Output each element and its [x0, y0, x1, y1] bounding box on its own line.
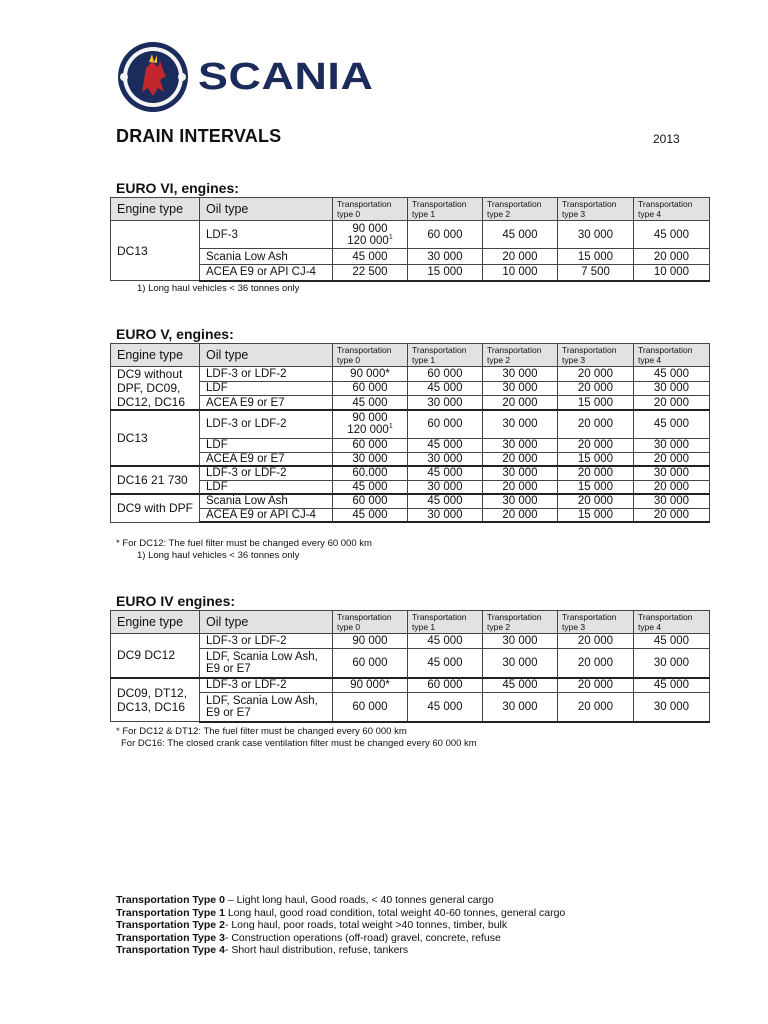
interval-cell: 60 000 — [333, 494, 408, 508]
header-row — [111, 611, 710, 634]
interval-cell: 45 000 — [408, 494, 483, 508]
euro5-note-fuel: * For DC12: The fuel filter must be changed every 60 000 km — [116, 538, 372, 549]
interval-cell: 30 000 — [634, 381, 710, 396]
interval-cell: 20 000 — [558, 649, 634, 678]
transport-type-1-header: Transportation type 1 — [408, 611, 483, 634]
brand-logo — [116, 40, 374, 114]
transport-type-4-header: Transportation type 4 — [634, 198, 710, 221]
transport-type-3-header: Transportation type 3 — [558, 198, 634, 221]
interval-cell: 30 000 — [483, 438, 558, 452]
oil-type-header: Oil type — [200, 344, 333, 367]
oil-type-cell: LDF — [200, 381, 333, 396]
header-row — [111, 198, 710, 221]
page-year: 2013 — [653, 132, 680, 146]
interval-cell: 60 000 — [333, 693, 408, 722]
legend-item-type1: Transportation Type 1 Long haul, good road condition, total weight 40-60 tonnes, general cargo — [116, 906, 566, 919]
oil-type-cell: ACEA E9 or API CJ-4 — [200, 508, 333, 522]
interval-cell: 10 000 — [634, 265, 710, 281]
table-row — [111, 410, 710, 438]
interval-cell: 30 000 — [634, 494, 710, 508]
interval-cell: 20 000 — [634, 452, 710, 466]
oil-type-cell: Scania Low Ash — [200, 494, 333, 508]
interval-cell: 45 000 — [634, 678, 710, 693]
euro4-title: EURO IV engines: — [116, 593, 236, 609]
interval-cell: 30 000 — [558, 221, 634, 249]
interval-cell: 20 000 — [483, 508, 558, 522]
table-row — [111, 678, 710, 693]
interval-cell: 30 000 — [483, 367, 558, 382]
oil-type-cell: LDF-3 or LDF-2 — [200, 634, 333, 649]
transport-type-0-header: Transportation type 0 — [333, 344, 408, 367]
table-row — [111, 649, 710, 678]
table-row — [111, 634, 710, 649]
transport-type-2-header: Transportation type 2 — [483, 344, 558, 367]
interval-cell: 30 000 — [634, 438, 710, 452]
interval-cell: 60.000 — [333, 466, 408, 480]
interval-cell: 30 000 — [408, 480, 483, 494]
transport-type-0-header: Transportation type 0 — [333, 611, 408, 634]
legend-item-type0: Transportation Type 0 – Light long haul, Good roads, < 40 tonnes general cargo — [116, 894, 494, 906]
footnote-marker: 1 — [388, 423, 393, 431]
interval-cell: 90 000 — [333, 634, 408, 649]
interval-cell: 45 000 — [408, 693, 483, 722]
oil-type-cell: LDF-3 — [200, 221, 333, 249]
interval-cell — [333, 410, 408, 438]
interval-cell: 15 000 — [558, 452, 634, 466]
oil-type-cell: LDF-3 or LDF-2 — [200, 367, 333, 382]
interval-cell: 90 000* — [333, 367, 408, 382]
legend-item-type3: Transportation Type 3- Construction operations (off-road) gravel, concrete, refuse — [116, 931, 501, 944]
transport-type-2-header: Transportation type 2 — [483, 198, 558, 221]
transport-type-4-header: Transportation type 4 — [634, 611, 710, 634]
euro4-table — [110, 610, 710, 723]
footnote-marker: 1 — [388, 233, 393, 241]
transport-type-legend — [116, 894, 565, 957]
euro6-table — [110, 197, 710, 282]
table-row — [111, 693, 710, 722]
oil-type-cell: ACEA E9 or E7 — [200, 396, 333, 411]
interval-cell: 30 000 — [483, 381, 558, 396]
transport-type-4-header: Transportation type 4 — [634, 344, 710, 367]
interval-value-long-haul: 120 $000^1$ — [347, 423, 393, 437]
legend-item-type4: Transportation Type 4- Short haul distribution, refuse, tankers — [116, 944, 409, 957]
engine-type-cell: DC13 — [111, 410, 200, 466]
interval-cell: 45 000 — [408, 381, 483, 396]
interval-cell: 30 000 — [483, 634, 558, 649]
interval-cell: 45 000 — [333, 480, 408, 494]
interval-cell: 30 000 — [483, 494, 558, 508]
table-row — [111, 249, 710, 265]
oil-type-cell: LDF-3 or LDF-2 — [200, 678, 333, 693]
interval-cell: 60 000 — [408, 678, 483, 693]
interval-cell: 30 000 — [483, 693, 558, 722]
interval-cell: 60 000 — [333, 381, 408, 396]
interval-cell: 60 000 — [333, 438, 408, 452]
euro5-title: EURO V, engines: — [116, 326, 234, 342]
euro5-table — [110, 343, 710, 523]
interval-cell: 20 000 — [634, 508, 710, 522]
oil-type-cell: Scania Low Ash — [200, 249, 333, 265]
transport-type-1-header: Transportation type 1 — [408, 344, 483, 367]
euro6-note: 1) Long haul vehicles < 36 tonnes only — [137, 283, 300, 294]
oil-type-header: Oil type — [200, 611, 333, 634]
interval-cell: 15 000 — [558, 249, 634, 265]
interval-cell: 15 000 — [558, 480, 634, 494]
interval-cell: 45 000 — [408, 649, 483, 678]
oil-type-header: Oil type — [200, 198, 333, 221]
interval-cell: 30 000 — [333, 452, 408, 466]
interval-cell: 20 000 — [634, 396, 710, 411]
engine-type-cell: DC09, DT12, DC13, DC16 — [111, 678, 200, 722]
transport-type-0-header: Transportation type 0 — [333, 198, 408, 221]
interval-value: 90 000 — [352, 412, 388, 425]
table-row — [111, 367, 710, 382]
interval-cell: 10 000 — [483, 265, 558, 281]
interval-cell: 45 000 — [634, 410, 710, 438]
oil-type-cell: LDF-3 or LDF-2 — [200, 410, 333, 438]
interval-cell: 45 000 — [483, 221, 558, 249]
interval-cell: 45 000 — [408, 634, 483, 649]
oil-type-cell: LDF — [200, 480, 333, 494]
oil-type-cell: LDF, Scania Low Ash, E9 or E7 — [200, 693, 333, 722]
oil-type-cell: ACEA E9 or E7 — [200, 452, 333, 466]
interval-cell: 30 000 — [483, 649, 558, 678]
interval-cell: 45 000 — [634, 634, 710, 649]
interval-cell: 20 000 — [558, 466, 634, 480]
interval-cell: 15 000 — [558, 508, 634, 522]
interval-cell — [333, 221, 408, 249]
interval-cell: 20 000 — [558, 367, 634, 382]
interval-cell: 45 000 — [634, 367, 710, 382]
interval-cell: 20 000 — [558, 634, 634, 649]
interval-cell: 45 000 — [634, 221, 710, 249]
page-title: DRAIN INTERVALS — [116, 126, 282, 146]
interval-cell: 45 000 — [333, 396, 408, 411]
interval-cell: 30 000 — [634, 693, 710, 722]
interval-cell: 7 500 — [558, 265, 634, 281]
interval-cell: 15 000 — [408, 265, 483, 281]
engine-type-header: Engine type — [111, 611, 200, 634]
table-row — [111, 438, 710, 452]
table-row — [111, 480, 710, 494]
interval-cell: 20 000 — [483, 452, 558, 466]
table-row — [111, 452, 710, 466]
table-row — [111, 221, 710, 249]
interval-cell: 20 000 — [634, 480, 710, 494]
interval-cell: 45 000 — [333, 508, 408, 522]
interval-cell: 20 000 — [558, 410, 634, 438]
interval-cell: 30 000 — [408, 249, 483, 265]
interval-cell: 45 000 — [408, 466, 483, 480]
header-row — [111, 344, 710, 367]
interval-cell: 30 000 — [634, 649, 710, 678]
interval-cell: 30 000 — [483, 410, 558, 438]
oil-type-cell: LDF, Scania Low Ash, E9 or E7 — [200, 649, 333, 678]
interval-cell: 20 000 — [558, 381, 634, 396]
interval-cell: 90 000* — [333, 678, 408, 693]
interval-cell: 30 000 — [483, 466, 558, 480]
interval-cell: 60 000 — [408, 367, 483, 382]
interval-cell: 20 000 — [558, 494, 634, 508]
table-row — [111, 381, 710, 396]
interval-cell: 45 000 — [483, 678, 558, 693]
interval-cell: 20 000 — [483, 396, 558, 411]
interval-cell: 45 000 — [333, 249, 408, 265]
interval-cell: 60 000 — [408, 221, 483, 249]
euro5-note-longhaul: 1) Long haul vehicles < 36 tonnes only — [137, 550, 300, 561]
interval-cell: 22 500 — [333, 265, 408, 281]
interval-value: 90 000 — [352, 222, 388, 235]
euro4-note-fuel: * For DC12 & DT12: The fuel filter must be changed every 60 000 km — [116, 726, 407, 737]
interval-cell: 15 000 — [558, 396, 634, 411]
interval-cell: 60 000 — [333, 649, 408, 678]
interval-cell: 45 000 — [408, 438, 483, 452]
transport-type-3-header: Transportation type 3 — [558, 344, 634, 367]
legend-item-type2: Transportation Type 2- Long haul, poor roads, total weight >40 tonnes, timber, bulk — [116, 919, 508, 932]
brand-wordmark: SCANIA — [198, 55, 374, 98]
interval-cell: 60 000 — [408, 410, 483, 438]
interval-cell: 20 000 — [558, 678, 634, 693]
table-row — [111, 396, 710, 411]
scania-griffin-badge-icon — [116, 40, 190, 114]
oil-type-cell: LDF — [200, 438, 333, 452]
euro4-note-crankcase: For DC16: The closed crank case ventilation filter must be changed every 60 000 km — [121, 738, 477, 749]
interval-cell: 20 000 — [483, 249, 558, 265]
table-row — [111, 494, 710, 508]
transport-type-1-header: Transportation type 1 — [408, 198, 483, 221]
oil-type-cell: ACEA E9 or API CJ-4 — [200, 265, 333, 281]
interval-cell: 20 000 — [483, 480, 558, 494]
engine-type-cell: DC9 with DPF — [111, 494, 200, 522]
transport-type-2-header: Transportation type 2 — [483, 611, 558, 634]
table-row — [111, 466, 710, 480]
euro6-title: EURO VI, engines: — [116, 180, 239, 196]
interval-value-long-haul: 120 $000^1$ — [347, 233, 393, 247]
engine-type-header: Engine type — [111, 198, 200, 221]
table-row — [111, 265, 710, 281]
interval-cell: 20 000 — [634, 249, 710, 265]
transport-type-3-header: Transportation type 3 — [558, 611, 634, 634]
interval-cell: 30 000 — [408, 396, 483, 411]
engine-type-cell: DC9 DC12 — [111, 634, 200, 678]
engine-type-cell: DC13 — [111, 221, 200, 281]
oil-type-cell: LDF-3 or LDF-2 — [200, 466, 333, 480]
engine-type-cell: DC9 without DPF, DC09, DC12, DC16 — [111, 367, 200, 411]
interval-cell: 30 000 — [408, 508, 483, 522]
interval-cell: 20 000 — [558, 693, 634, 722]
interval-cell: 30 000 — [634, 466, 710, 480]
interval-cell: 30 000 — [408, 452, 483, 466]
engine-type-cell: DC16 21 730 — [111, 466, 200, 494]
engine-type-header: Engine type — [111, 344, 200, 367]
interval-cell: 20 000 — [558, 438, 634, 452]
table-row — [111, 508, 710, 522]
